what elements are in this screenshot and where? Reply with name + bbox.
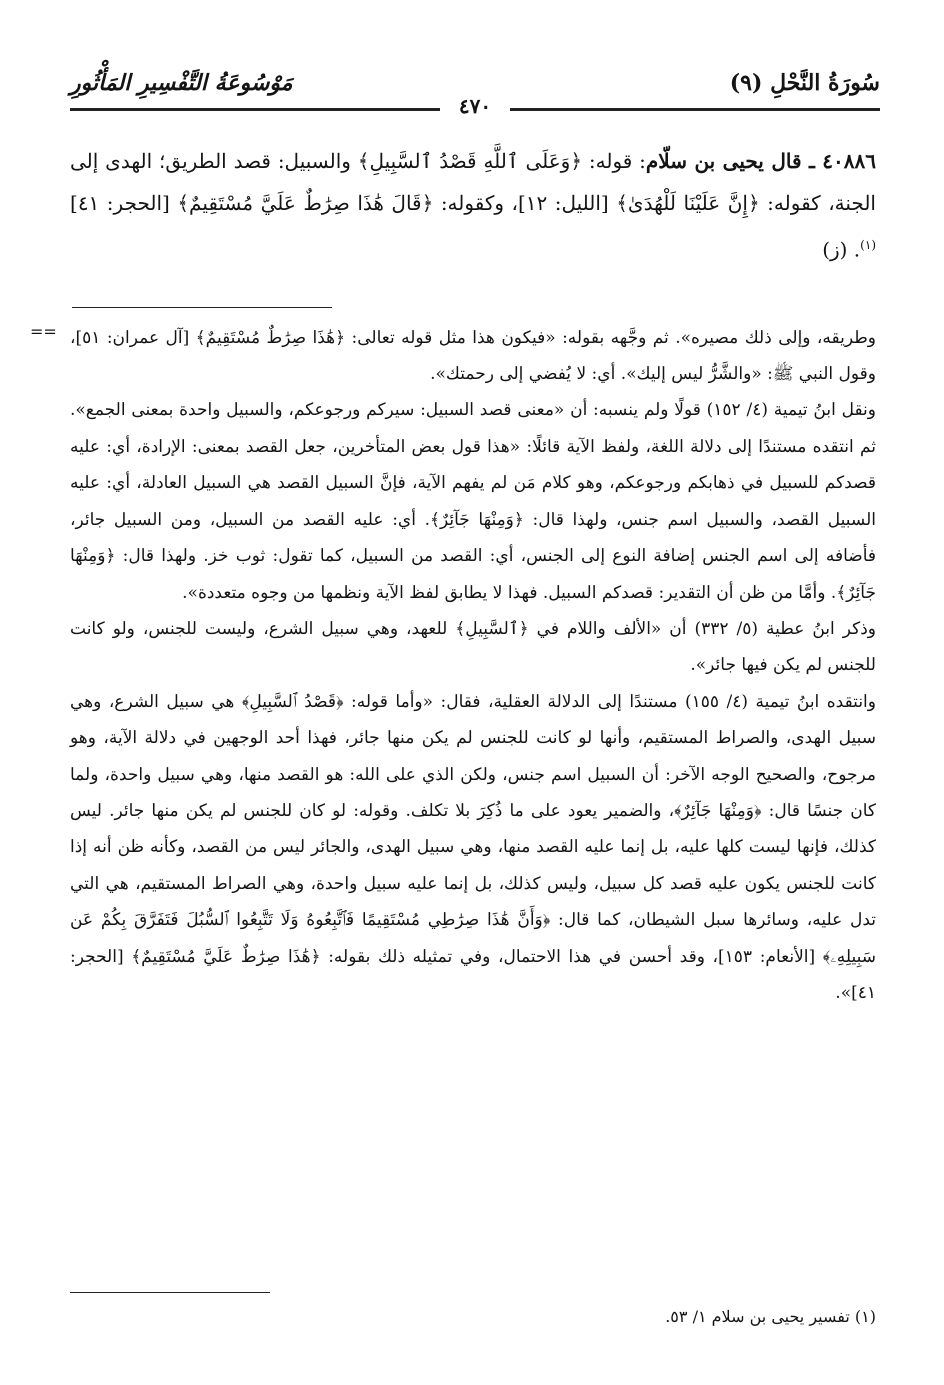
commentary-paragraph-4: وانتقده ابنُ تيمية (٤/ ١٥٥) مستندًا إلى الدلالة العقلية، فقال: «وأما قوله: ﴿قَصْدُ ٱلسَّبِيلِ﴾ هي سبيل الشرع، وهي سبيل الهدى، والصراط المستقيم، وأنها لو كانت للجنس لم يكن منها جائر، فهذا أحد الوجهين في دلالة الآية، وهو مرجوح، والصحيح الوجه الآخر: أن السبيل اسم جنس، ولكن الذي على الله: هو القصد منها، وهي سبيل واحدة، ولما كان جنسًا قال: ﴿وَمِنْهَا جَآئِرٌ﴾، والضمير يعود على ما ذُكِرَ بلا تكلف. وقوله: لو كان للجنس لم يكن منها جائر. ليس كذلك، فإنها ليست كلها عليه، بل إنما عليه القصد منها، وهي سبيل الهدى، والجائر ليس من القصد، وكأنه ظن أنه إذا كانت للجنس يكون عليه قصد كل سبيل، وليس كذلك، بل إنما عليه سبيل واحدة، وهي الصراط المستقيم، هي التي تدل عليه، وسائرها سبل الشيطان، كما قال: ﴿وَأَنَّ هَٰذَا صِرَٰطِي مُسْتَقِيمًا فَٱتَّبِعُوهُ وَلَا تَتَّبِعُوا ٱلسُّبُلَ فَتَفَرَّقَ بِكُمْ عَن سَبِيلِهِۦ﴾ [الأنعام: ١٥٣]، وقد أحسن في هذا الاحتمال، وفي تمثيله ذلك بقوله: ﴿هَٰذَا صِرَٰطٌ عَلَيَّ مُسْتَقِيمٌ﴾ [الحجر: ٤١]». <box>70 691 876 1003</box>
footnotes <box>70 1292 876 1331</box>
header-rule-right <box>510 108 880 111</box>
footnote-text: (١) تفسير يحيى بن سلام ١/ ٥٣. <box>665 1307 876 1326</box>
source-code: . (ز) <box>822 237 861 262</box>
commentary-separator <box>72 307 332 308</box>
commentary-paragraph-2: ونقل ابنُ تيمية (٤/ ١٥٢) قولًا ولم ينسبه: أن «معنى قصد السبيل: سيركم ورجوعكم، والسبيل واحدة بمعنى الجمع». ثم انتقده مستندًا إلى دلالة اللغة، ولفظ الآية قائلًا: «هذا قول بعض المتأخرين، جعل القصد بمعنى: الإرادة، أي: عليه قصدكم للسبيل في ذهابكم ورجوعكم، وهو كلام مَن لم يفهم الآية، فإنَّ السبيل القصد هي السبيل العادلة، أي: عليه السبيل القصد، والسبيل اسم جنس، ولهذا قال: ﴿وَمِنْهَا جَآئِرٌ﴾. أي: عليه القصد من السبيل، ومن السبيل جائر، فأضافه إلى اسم الجنس إضافة النوع إلى الجنس، أي: القصد من السبيل، كما تقول: ثوب خز. ولهذا قال: ﴿وَمِنْهَا جَآئِرٌ﴾. وأمَّا من ظن أن التقدير: قصدكم السبيل. فهذا لا يطابق لفظ الآية ونظمها من وجوه متعددة». <box>70 400 876 603</box>
surah-title: سُورَةُ النَّحْلِ (٩) <box>729 70 880 96</box>
footnote-reference[interactable]: (١) <box>860 238 876 252</box>
page-body <box>30 140 876 1011</box>
continuation-marker: == <box>30 321 57 341</box>
header-rule-left <box>70 108 440 111</box>
narrator-name: يحيى بن سلّام <box>645 149 764 173</box>
main-narration <box>70 140 876 271</box>
narration-text: : قوله: ﴿وَعَلَى ٱللَّهِ قَصْدُ ٱلسَّبِيلِ﴾ والسبيل: قصد الطريق؛ الهدى إلى الجنة، كقوله: ﴿إِنَّ عَلَيْنَا لَلْهُدَىٰ﴾ [الليل: ١٢]، وكقوله: ﴿قَالَ هَٰذَا صِرَٰطٌ عَلَيَّ مُسْتَقِيمٌ﴾ [الحجر: ٤١] <box>70 149 876 215</box>
entry-number-and-intro: ٤٠٨٨٦ ـ قال <box>763 149 876 173</box>
commentary-paragraph-3: وذكر ابنُ عطية (٥/ ٣٣٢) أن «الألف واللام في ﴿ٱلسَّبِيلِ﴾ للعهد، وهي سبيل الشرع، وليست للجنس، ولو كانت للجنس لم يكن فيها جائر». <box>70 618 876 676</box>
commentary-paragraph-1: وطريقه، وإلى ذلك مصيره». ثم وجَّهه بقوله: «فيكون هذا مثل قوله تعالى: ﴿هَٰذَا صِرَٰطٌ مُسْتَقِيمٌ﴾ [آل عمران: ٥١]، وقول النبي ﷺ: «والشَّرُّ ليس إليك». أي: لا يُفضي إلى رحمتك». <box>70 327 876 385</box>
page-header <box>70 68 880 118</box>
page-number: ٤٧٠ <box>447 94 503 118</box>
commentary <box>30 320 876 1012</box>
book-title: مَوْسُوعَةُ التَّفْسِيرِ المَأْثُورِ <box>70 70 293 96</box>
footnote-rule <box>70 1292 270 1293</box>
narration-paragraph <box>70 140 876 271</box>
